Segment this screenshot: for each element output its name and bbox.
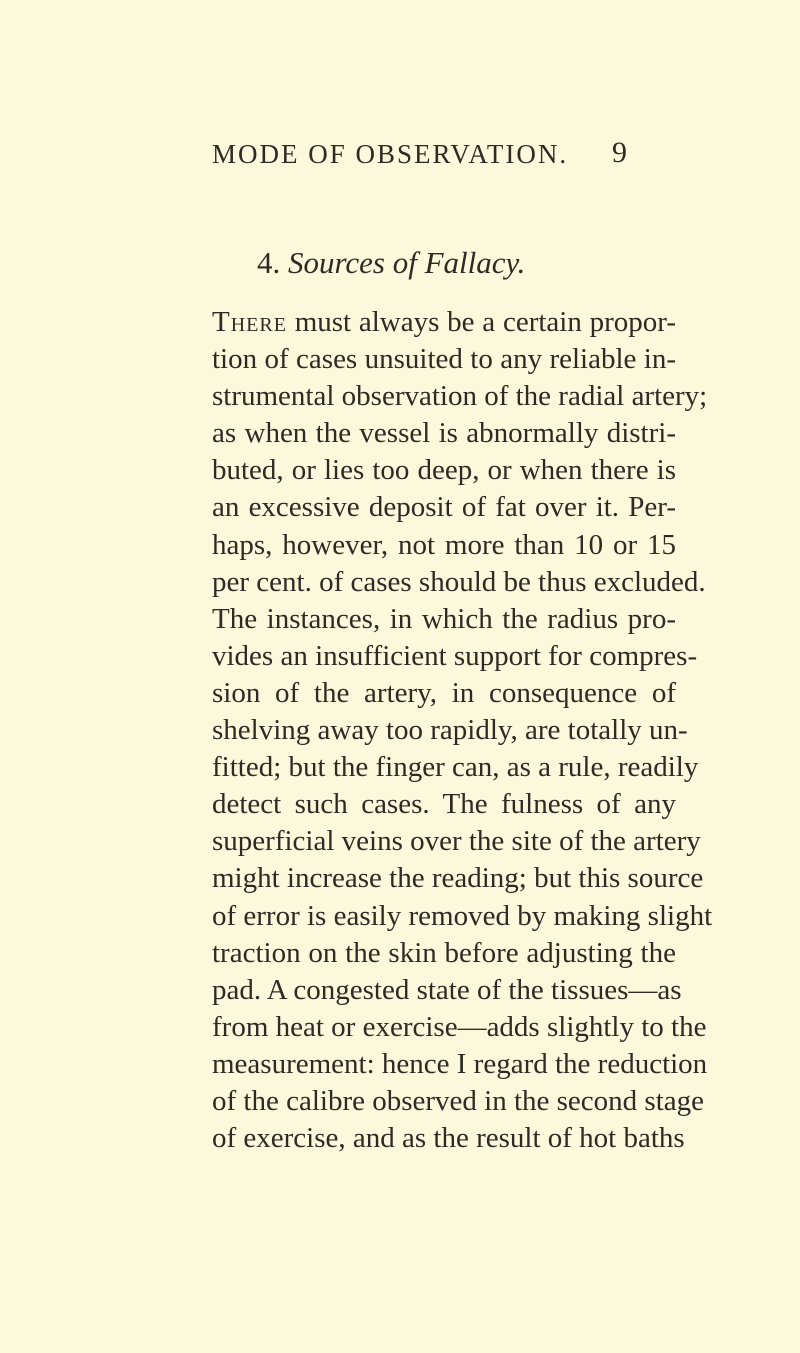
text-line: might increase the reading; but this source	[212, 862, 704, 895]
text-line: vides an insufficient support for compres-	[212, 639, 698, 672]
text-line: shelving away too rapidly, are totally un-	[212, 714, 688, 747]
body-paragraph	[212, 304, 713, 1157]
paragraph-opening-word: There	[212, 306, 287, 338]
text-line: from heat or exercise—adds slightly to the	[212, 1010, 707, 1043]
text-line: pad. A congested state of the tissues—as	[212, 973, 682, 1006]
text-line: haps, however, not more than 10 or 15	[212, 528, 676, 561]
text-line: of exercise, and as the result of hot baths	[212, 1122, 685, 1155]
text-line: fitted; but the finger can, as a rule, readily	[212, 751, 699, 784]
text-line: buted, or lies too deep, or when there is	[212, 454, 676, 487]
text-line: detect such cases. The fulness of any	[212, 788, 676, 821]
text-line: of error is easily removed by making slight	[212, 899, 713, 932]
text-line: an excessive deposit of fat over it. Per-	[212, 491, 676, 524]
text-line: of the calibre observed in the second stage	[212, 1084, 705, 1117]
text-line: measurement: hence I regard the reduction	[212, 1047, 708, 1080]
section-heading	[257, 243, 525, 283]
text-line: as when the vessel is abnormally distri-	[212, 417, 676, 450]
text-line: tion of cases unsuited to any reliable in-	[212, 343, 676, 376]
text-line-rest: must always be a certain propor-	[286, 306, 676, 338]
text-line: strumental observation of the radial artery;	[212, 380, 708, 413]
text-line: sion of the artery, in consequence of	[212, 676, 676, 709]
text-line: superficial veins over the site of the artery	[212, 825, 701, 858]
text-line: The instances, in which the radius pro-	[212, 602, 676, 635]
text-line: traction on the skin before adjusting the	[212, 936, 676, 969]
running-head: MODE OF OBSERVATION.	[212, 139, 569, 169]
text-line: per cent. of cases should be thus excluded.	[212, 565, 706, 598]
page-number: 9	[612, 136, 627, 169]
section-title: Sources of Fallacy.	[288, 245, 526, 280]
section-number: 4.	[257, 245, 281, 280]
text-line	[212, 304, 676, 341]
